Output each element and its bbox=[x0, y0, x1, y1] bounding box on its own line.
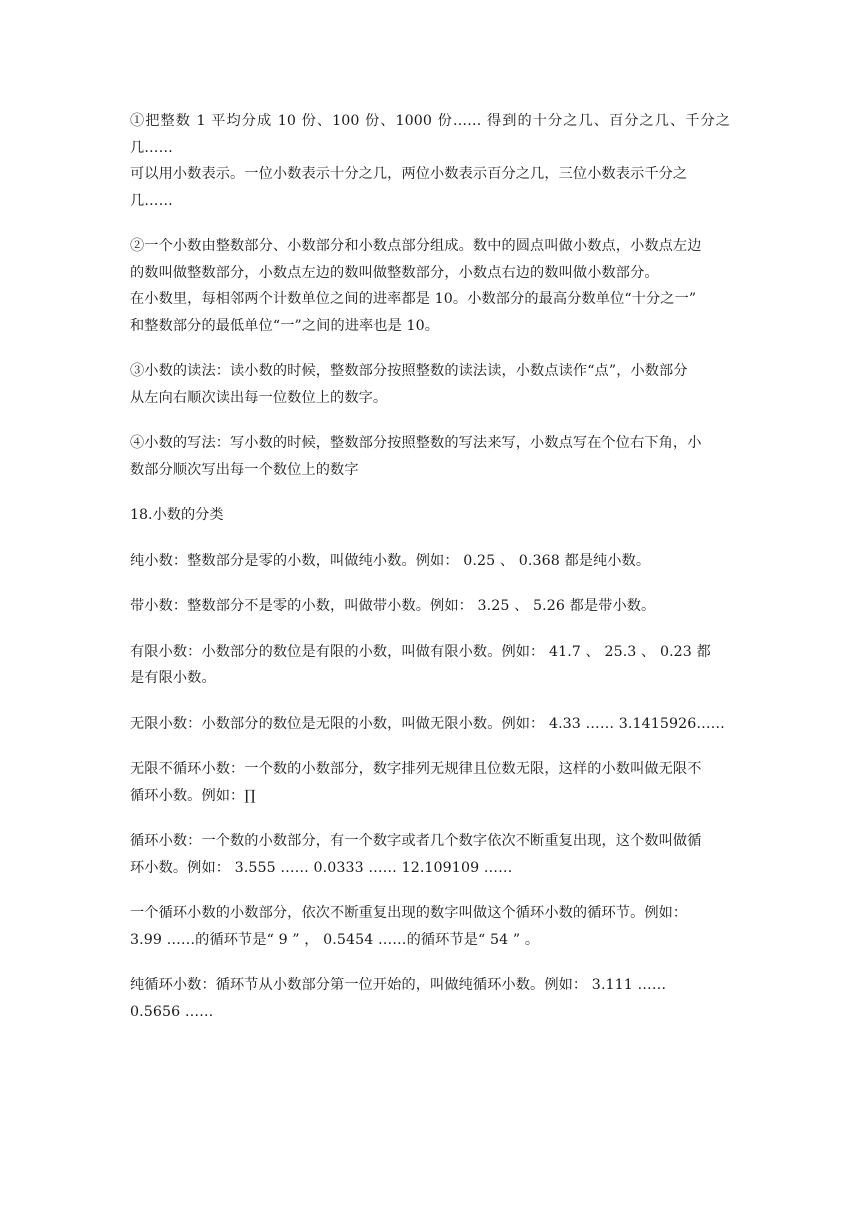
text-line: 在小数里，每相邻两个计数单位之间的进率都是 10。小数部分的最高分数单位“十分之一” bbox=[130, 291, 697, 307]
text-line: 3.99 ……的循环节是“ 9 ” ， 0.5454 ……的循环节是“ 54 ” 。 bbox=[130, 931, 540, 948]
document-body bbox=[130, 108, 730, 1025]
text-line: ④小数的写法：写小数的时候，整数部分按照整数的写法来写，小数点写在个位右下角，小 bbox=[130, 435, 702, 451]
paragraph-pure-decimal bbox=[130, 548, 730, 575]
text-line: ②一个小数由整数部分、小数部分和小数点部分组成。数中的圆点叫做小数点，小数点左边 bbox=[130, 238, 702, 254]
text-line: 从左向右顺次读出每一位数位上的数字。 bbox=[130, 389, 388, 406]
text-line: 是有限小数。 bbox=[130, 670, 216, 686]
text-line: 循环小数。例如：∏ bbox=[130, 787, 256, 804]
text-line: 无限小数：小数部分的数位是无限的小数，叫做无限小数。例如： 4.33 …… 3.1415926…… bbox=[130, 715, 725, 732]
paragraph-decimal-meaning bbox=[130, 108, 730, 214]
text-line: 循环小数：一个数的小数部分，有一个数字或者几个数字依次不断重复出现，这个数叫做循 bbox=[130, 833, 702, 849]
paragraph-finite-decimal bbox=[130, 639, 730, 692]
paragraph-infinite-decimal bbox=[130, 711, 730, 738]
text-line: 环小数。例如： 3.555 …… 0.0333 …… 12.109109 …… bbox=[130, 859, 513, 876]
text-line: 0.5656 …… bbox=[130, 1003, 214, 1020]
text-line: ①把整数 1 平均分成 10 份、100 份、1000 份…… 得到的十分之几、百分之几、千分之几…… bbox=[130, 113, 730, 156]
paragraph-decimal-reading bbox=[130, 358, 730, 411]
paragraph-decimal-writing bbox=[130, 430, 730, 483]
text-line: 无限不循环小数：一个数的小数部分，数字排列无规律且位数无限，这样的小数叫做无限不 bbox=[130, 761, 702, 777]
text-line: 纯循环小数：循环节从小数部分第一位开始的，叫做纯循环小数。例如： 3.111 …… bbox=[130, 977, 667, 993]
text-line: 和整数部分的最低单位“一”之间的进率也是 10。 bbox=[130, 317, 440, 334]
text-line: 纯小数：整数部分是零的小数，叫做纯小数。例如： 0.25 、 0.368 都是纯小数。 bbox=[130, 552, 651, 569]
paragraph-repeating-decimal bbox=[130, 828, 730, 881]
section-heading: 18.小数的分类 bbox=[130, 507, 224, 523]
text-line: 几…… bbox=[130, 192, 173, 209]
text-line: 带小数：整数部分不是零的小数，叫做带小数。例如： 3.25 、 5.26 都是带小数。 bbox=[130, 598, 656, 614]
text-line: 有限小数：小数部分的数位是有限的小数，叫做有限小数。例如： 41.7 、 25.3 、 0.23 都 bbox=[130, 643, 711, 660]
text-line: 数部分顺次写出每一个数位上的数字 bbox=[130, 461, 359, 478]
paragraph-pure-repeating-decimal bbox=[130, 972, 730, 1025]
paragraph-mixed-decimal bbox=[130, 593, 730, 620]
paragraph-decimal-structure bbox=[130, 233, 730, 339]
text-line: ③小数的读法：读小数的时候，整数部分按照整数的读法读，小数点读作“点”，小数部分 bbox=[130, 363, 688, 379]
text-line: 的数叫做整数部分，小数点左边的数叫做整数部分，小数点右边的数叫做小数部分。 bbox=[130, 264, 659, 281]
text-line: 一个循环小数的小数部分，依次不断重复出现的数字叫做这个循环小数的循环节。例如： bbox=[130, 905, 688, 921]
paragraph-non-repeating-decimal bbox=[130, 756, 730, 809]
paragraph-repetend bbox=[130, 900, 730, 953]
text-line: 可以用小数表示。一位小数表示十分之几，两位小数表示百分之几，三位小数表示千分之 bbox=[130, 166, 688, 182]
